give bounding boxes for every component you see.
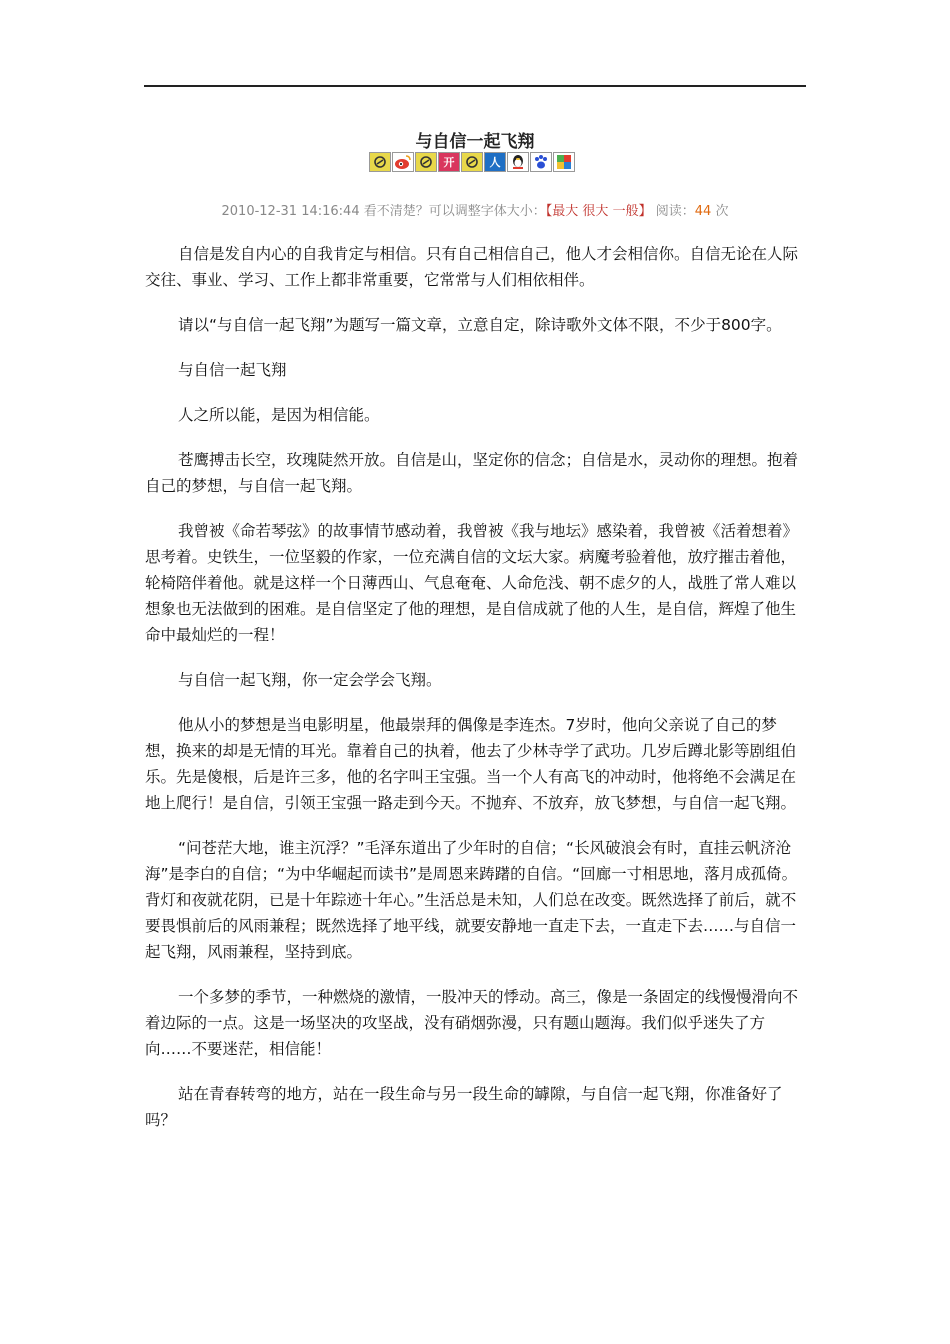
kaixin-icon[interactable]: 开 [438, 152, 460, 172]
font-size-large-link[interactable]: 很大 [582, 204, 609, 219]
essay-heading: 与自信一起飞翔 [178, 361, 287, 379]
top-divider [144, 85, 806, 87]
font-size-normal-link[interactable]: 一般 [612, 204, 639, 219]
read-count: 44 [694, 204, 712, 219]
paragraph: 他从小的梦想是当电影明星，他最崇拜的偶像是李连杰。7岁时，他向父亲说了自己的梦想，换来的却是无情的耳光。靠着自己的执着，他去了少林寺学了武功。几岁后蹲北影等剧组伯乐。先是傻根，后是许三多，他的名字叫王宝强。当一个人有高飞的冲动时，他将绝不会满足在地上爬行！是自信，引领王宝强一路走到今天。不抛弃、不放弃，放飞梦想，与自信一起飞翔。 [145, 716, 797, 812]
bracket-open: 【 [545, 204, 553, 219]
bracket-close: 】 [638, 204, 652, 219]
paragraph: 我曾被《命若琴弦》的故事情节感动着，我曾被《我与地坛》感染着，我曾被《活着想着》思考着。史铁生，一位坚毅的作家，一位充满自信的文坛大家。病魔考验着他，放疗摧击着他，轮椅陪伴着他。就是这样一个日薄西山、气息奄奄、人命危浅、朝不虑夕的人，战胜了常人难以想象也无法做到的困难。是自信坚定了他的理想，是自信成就了他的人生，是自信，辉煌了他生命中最灿烂的一程！ [145, 522, 799, 644]
share-a-icon[interactable] [369, 152, 391, 172]
weibo-icon[interactable] [392, 152, 414, 172]
paragraph: 人之所以能，是因为相信能。 [178, 406, 380, 424]
article-title: 与自信一起飞翔 [415, 132, 535, 152]
read-label: 阅读： [655, 204, 695, 219]
paragraph: 一个多梦的季节，一种燃烧的激情，一股冲天的悸动。高三，像是一条固定的线慢慢滑向不着边际的一点。这是一场坚决的攻坚战，没有硝烟弥漫，只有题山题海。我们似乎迷失了方向……不要迷茫，相信能！ [145, 988, 799, 1058]
baidu-icon[interactable] [530, 152, 552, 172]
google-icon[interactable] [553, 152, 575, 172]
paragraph: 请以“与自信一起飞翔”为题写一篇文章，立意自定，除诗歌外文体不限，不少于800字。 [178, 316, 782, 334]
post-datetime: 2010-12-31 14:16:44 [221, 204, 360, 219]
share-c-icon[interactable] [461, 152, 483, 172]
font-size-max-link[interactable]: 最大 [552, 204, 579, 219]
paragraph: 苍鹰搏击长空，玫瑰陡然开放。自信是山，坚定你的信念；自信是水，灵动你的理想。抱着自己的梦想，与自信一起飞翔。 [145, 451, 799, 495]
paragraph: “问苍茫大地，谁主沉浮？”毛泽东道出了少年时的自信；“长风破浪会有时，直挂云帆济沧海”是李白的自信；“为中华崛起而读书”是周恩来踌躇的自信。“回廊一寸相思地，落月成孤倚。背灯和夜就花阴，已是十年踪迹十年心。”生活总是未知，人们总在改变。既然选择了前后，就不要畏惧前后的风雨兼程；既然选择了地平线，就要安静地一直走下去，一直走下去……与自信一起飞翔，风雨兼程，坚持到底。 [145, 839, 798, 961]
read-unit: 次 [715, 204, 729, 219]
font-size-hint: 看不清楚？可以调整字体大小： [363, 204, 546, 219]
paragraph: 与自信一起飞翔，你一定会学会飞翔。 [178, 671, 442, 689]
paragraph: 站在青春转弯的地方，站在一段生命与另一段生命的罅隙，与自信一起飞翔，你准备好了吗？ [145, 1085, 783, 1129]
qq-icon[interactable] [507, 152, 529, 172]
share-b-icon[interactable] [415, 152, 437, 172]
paragraph: 自信是发自内心的自我肯定与相信。只有自己相信自己，他人才会相信你。自信无论在人际交往、事业、学习、工作上都非常重要，它常常与人们相依相伴。 [145, 245, 799, 289]
renren-icon[interactable]: 人 [484, 152, 506, 172]
share-toolbar [369, 152, 575, 172]
article-body [145, 241, 807, 1152]
article-meta [0, 200, 950, 219]
